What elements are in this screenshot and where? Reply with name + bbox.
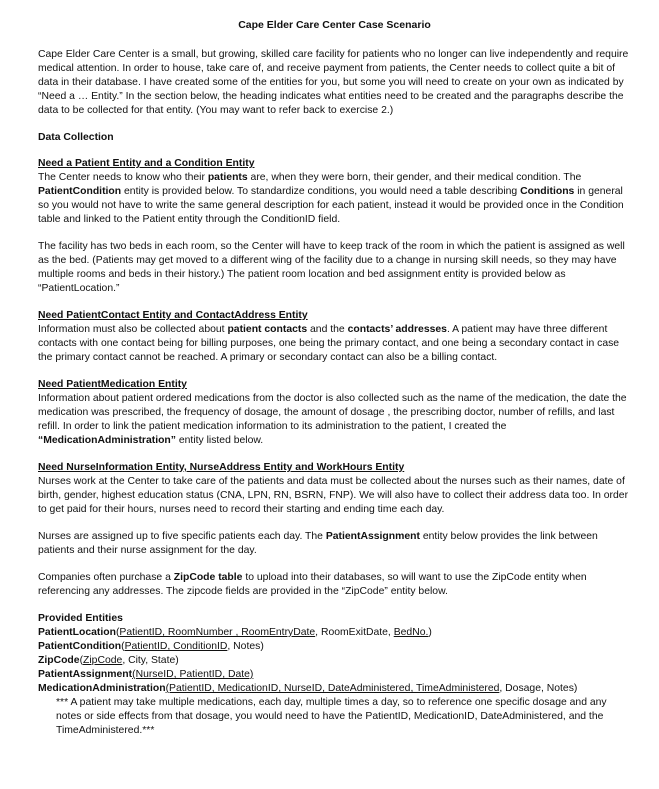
section-patient-medication: [38, 378, 631, 448]
entity-name: PatientLocation: [38, 627, 116, 638]
section-heading: Need PatientContact Entity and ContactAddress Entity: [38, 310, 308, 321]
text-run: (: [121, 641, 125, 652]
entity-name: PatientAssignment: [38, 669, 133, 680]
provided-entities: [38, 612, 631, 738]
text-run: The Center needs to know who their: [38, 172, 208, 183]
text-run: , Notes): [227, 641, 264, 652]
text-run: and the: [307, 324, 348, 335]
section-heading: Need PatientMedication Entity: [38, 379, 187, 390]
intro-paragraph: Cape Elder Care Center is a small, but growing, skilled care facility for patients who no longer can live independently and require medical attention. In order to house, take care of, and receive payment from patients, the Center needs to collect quite a bit of data in their database. I have created some of the entities for you, but some you will need to create on your own as indicated by “Need a … Entity.” In the section below, the heading indicates what entities need to be created and the paragraphs describe the data to be collected for that entity. (You may want to refer back to exercise 2.): [38, 49, 629, 116]
section-paragraph: [38, 571, 631, 599]
section-nurse-information: [38, 461, 631, 599]
entity-name: PatientCondition: [38, 641, 122, 652]
key-fields: ZipCode: [83, 655, 123, 666]
bold-term: patients: [207, 172, 248, 183]
section-patient-contact: [38, 309, 631, 365]
key-fields: PatientID, RoomNumber , RoomEntryDate: [119, 627, 316, 638]
bold-term: ZipCode table: [173, 572, 243, 583]
document-title: Cape Elder Care Center Case Scenario: [238, 19, 431, 31]
text-run: (: [79, 655, 84, 666]
text-run: ): [428, 627, 432, 638]
text-run: to upload into their databases, so will want to use the ZipCode entity when referencing any addresses. The zipcode fields are provided in the “ZipCode” entity below.: [38, 572, 587, 597]
section-paragraph: Nurses work at the Center to take care of the patients and data must be collected about the nurses such as their names, date of birth, gender, highest education status (CNA, LPN, RN, BSRN, FNP). We will also have to collect their address data too. In order to get paid for their hours, nurses need to record their starting and ending time each day.: [38, 476, 629, 515]
bold-term: Conditions: [520, 186, 575, 197]
entity-medication-administration: [38, 682, 631, 696]
text-run: entity below provides the link between patients and their nurse assignment for the day.: [38, 531, 598, 556]
entity-name: ZipCode: [38, 655, 80, 666]
bold-term: patient contacts: [227, 324, 308, 335]
entity-patient-location: [38, 626, 631, 640]
section-paragraph: [38, 392, 631, 448]
section-paragraph: [38, 171, 631, 227]
section-heading: Need NurseInformation Entity, NurseAddress Entity and WorkHours Entity: [38, 462, 405, 473]
key-fields: (PatientID, MedicationID, NurseID, DateAdministered, TimeAdministered: [165, 683, 500, 694]
text-run: Nurses are assigned up to five specific patients each day. The: [38, 531, 326, 542]
medication-note: *** A patient may take multiple medications, each day, multiple times a day, so to reference one specific dosage and any notes or side effects from that dosage, you would need to have the PatientID, MedicationID, DateAdministered, and the TimeAdministered.***: [56, 697, 607, 736]
section-patient-condition: [38, 157, 631, 296]
text-run: . A patient may have three different contacts with one contact being for billing purposes, one being the primary contact, and one being a secondary contact in case the primary contact cannot be reached. A primary or secondary contact can also be a billing contact.: [38, 324, 620, 363]
bold-term: contacts’ addresses: [347, 324, 447, 335]
provided-entities-label: Provided Entities: [38, 613, 123, 624]
section-heading: Need a Patient Entity and a Condition Entity: [38, 158, 255, 169]
text-run: entity is provided below. To standardize conditions, you would need a table describing: [121, 186, 521, 197]
text-run: Information must also be collected about: [38, 324, 228, 335]
section-paragraph: [38, 323, 631, 365]
text-run: entity listed below.: [175, 435, 264, 446]
data-collection-label: Data Collection: [38, 132, 114, 143]
text-run: (: [115, 627, 120, 638]
bold-term: PatientCondition: [38, 186, 122, 197]
text-run: Companies often purchase a: [38, 572, 174, 583]
entity-name: MedicationAdministration: [38, 683, 166, 694]
key-fields: BedNo.: [393, 627, 429, 638]
text-run: are, when they were born, their gender, and their medical condition. The: [247, 172, 582, 183]
entity-zipcode: [38, 654, 631, 668]
text-run: Information about patient ordered medications from the doctor is also collected such as the name of the medication, the date the medication was prescribed, the frequency of dosage, the amount of dosage , the prescribing doctor, number of refills, and last refill. In order to link the patient medication information to its administration to the patient, I created the: [38, 393, 627, 432]
bold-term: “MedicationAdministration”: [38, 435, 176, 446]
text-run: in general so you would not have to write the same general description for each patient, instead it would be provided once in the Condition table and linked to the Patient entity through the ConditionID field.: [38, 186, 624, 225]
text-run: , City, State): [122, 655, 179, 666]
entity-patient-assignment: [38, 668, 631, 682]
section-paragraph: The facility has two beds in each room, so the Center will have to keep track of the room in which the patient is assigned as well as the bed. (Patients may get moved to a different wing of the facility due to a change in nursing skill needs, so they may have multiple rooms and beds in their history.) The patient room location and bed assignment entity is provided below as “PatientLocation.”: [38, 241, 625, 294]
section-paragraph: [38, 530, 631, 558]
entity-patient-condition: [38, 640, 631, 654]
text-run: , RoomExitDate,: [315, 627, 394, 638]
key-fields: (NurseID, PatientID, Date): [132, 669, 254, 680]
key-fields: PatientID, ConditionID: [124, 641, 228, 652]
text-run: , Dosage, Notes): [499, 683, 578, 694]
bold-term: PatientAssignment: [325, 531, 420, 542]
